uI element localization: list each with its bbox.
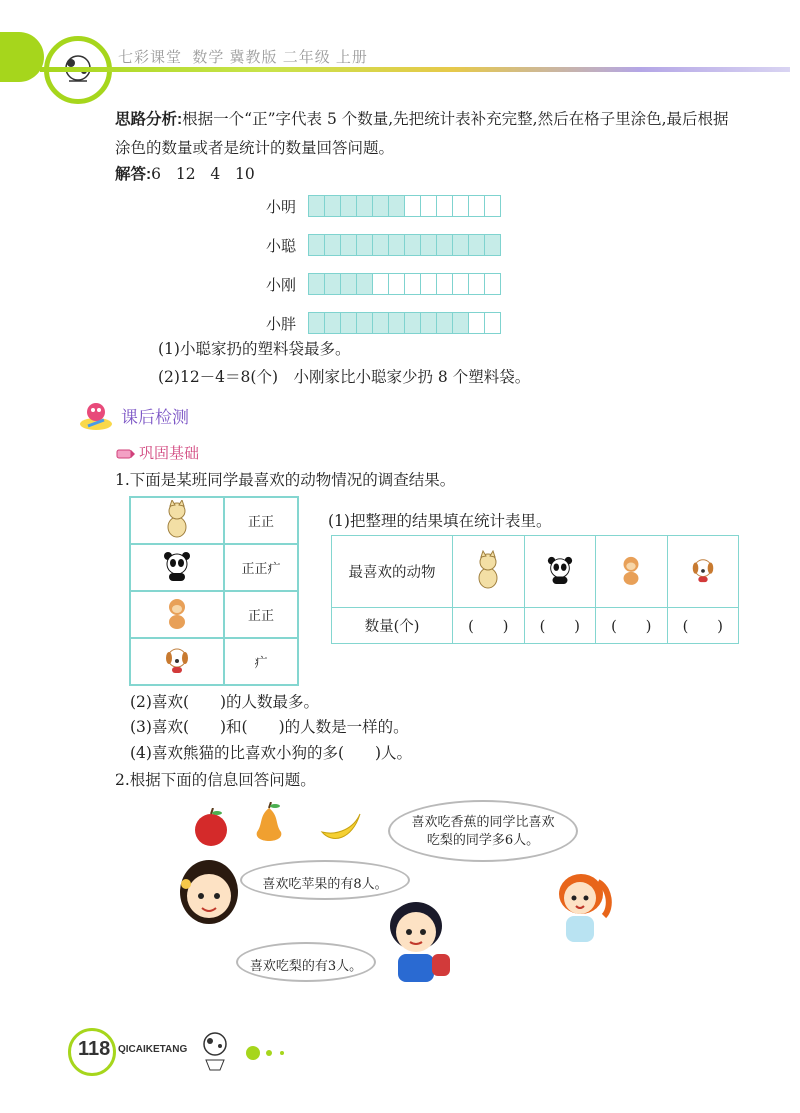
pencil-icon <box>115 446 135 465</box>
grid-cell-filled <box>452 234 469 256</box>
grid-cell-empty <box>436 195 453 217</box>
cat-icon <box>162 500 192 538</box>
tally-marks: 疒 <box>224 638 298 685</box>
grid-cell-filled <box>340 234 357 256</box>
grid-cell-filled <box>324 234 341 256</box>
analysis-paragraph <box>115 105 735 162</box>
monkey-icon <box>162 596 192 630</box>
sub-section-title: 巩固基础 <box>139 445 200 462</box>
apple-icon <box>191 808 231 848</box>
stats-animal-cell <box>667 536 739 608</box>
header-tab <box>0 32 44 82</box>
bar-row-cells <box>308 195 500 217</box>
grid-cell-filled <box>356 195 373 217</box>
grid-cell-filled <box>420 234 437 256</box>
answer-blank[interactable]: ( ) <box>524 608 596 644</box>
worm-mascot-icon <box>78 398 114 432</box>
grid-cell-filled <box>308 234 325 256</box>
grid-cell-filled <box>484 234 501 256</box>
grid-cell-filled <box>388 312 405 334</box>
grid-cell-filled <box>420 312 437 334</box>
analysis-label: 思路分析: <box>115 111 183 128</box>
grid-cell-empty <box>468 312 485 334</box>
header-title: 七彩课堂 数学 冀教版 二年级 上册 <box>118 49 368 66</box>
speech-bubble: 喜欢吃梨的有3人。 <box>236 942 376 982</box>
grid-cell-empty <box>420 195 437 217</box>
monkey-icon <box>617 554 645 586</box>
mascot-icon <box>196 1028 234 1072</box>
grid-cell-filled <box>404 312 421 334</box>
question-1-sub1: (1)把整理的结果填在统计表里。 <box>328 512 552 530</box>
bar-row-label: 小胖 <box>266 314 297 333</box>
grid-cell-filled <box>308 273 325 295</box>
grid-cell-empty <box>420 273 437 295</box>
girl-icon <box>178 856 240 936</box>
grid-cell-filled <box>404 234 421 256</box>
header-rule <box>40 67 790 72</box>
stats-header-count: 数量(个) <box>332 608 453 644</box>
bar-row <box>266 272 500 296</box>
grid-cell-filled <box>308 195 325 217</box>
bar-grid-chart <box>266 194 500 335</box>
grid-cell-empty <box>484 273 501 295</box>
bar-row <box>266 233 500 257</box>
stats-table <box>331 535 739 644</box>
stats-animal-cell <box>596 536 668 608</box>
grid-cell-filled <box>372 234 389 256</box>
grid-cell-filled <box>468 234 485 256</box>
grid-cell-filled <box>452 312 469 334</box>
grid-cell-filled <box>372 195 389 217</box>
grid-cell-filled <box>324 195 341 217</box>
stats-row-animals <box>332 536 739 608</box>
answer-value: 12 <box>175 165 196 183</box>
bar-row <box>266 194 500 218</box>
tally-marks: 正正疒 <box>224 544 298 591</box>
panda-icon <box>162 550 192 582</box>
footer-dot <box>266 1050 272 1056</box>
grid-cell-empty <box>436 273 453 295</box>
conclusion-2: (2)12－4＝8(个) 小刚家比小聪家少扔 8 个塑料袋。 <box>158 368 531 386</box>
footer-dot <box>280 1051 284 1055</box>
bar-row-label: 小明 <box>266 197 297 216</box>
speech-bubble: 喜欢吃香蕉的同学比喜欢吃梨的同学多6人。 <box>388 800 578 862</box>
grid-cell-empty <box>404 195 421 217</box>
tally-animal-cell <box>130 591 224 638</box>
grid-cell-filled <box>356 312 373 334</box>
grid-cell-filled <box>340 312 357 334</box>
grid-cell-filled <box>436 312 453 334</box>
answer-value: 4 <box>210 165 221 183</box>
footer-brand: QICAIKETANG <box>118 1044 188 1055</box>
footer-dot <box>246 1046 260 1060</box>
answer-line <box>115 160 255 189</box>
stats-header-animal: 最喜欢的动物 <box>332 536 453 608</box>
stats-animal-cell <box>524 536 596 608</box>
grid-cell-filled <box>340 273 357 295</box>
question-1-title: 1.下面是某班同学最喜欢的动物情况的调查结果。 <box>115 471 456 489</box>
dog-icon <box>162 645 192 675</box>
grid-cell-filled <box>340 195 357 217</box>
bar-row-label: 小刚 <box>266 275 297 294</box>
grid-cell-empty <box>372 273 389 295</box>
conclusion-1: (1)小聪家扔的塑料袋最多。 <box>158 340 351 358</box>
bar-row <box>266 311 500 335</box>
scene-illustration <box>178 800 620 985</box>
grid-cell-filled <box>436 234 453 256</box>
grid-cell-filled <box>356 273 373 295</box>
answer-blank[interactable]: ( ) <box>453 608 525 644</box>
grid-cell-filled <box>356 234 373 256</box>
banana-icon <box>318 810 364 844</box>
tally-table <box>129 496 299 686</box>
bar-row-label: 小聪 <box>266 236 297 255</box>
question-1-sub2: (2)喜欢( )的人数最多。 <box>130 693 320 711</box>
boy-icon <box>380 896 452 982</box>
tally-row <box>130 591 298 638</box>
cat-icon <box>473 550 503 590</box>
grid-cell-filled <box>388 195 405 217</box>
grid-cell-filled <box>388 234 405 256</box>
panda-icon <box>546 555 574 585</box>
red-haired-girl-icon <box>548 864 614 944</box>
grid-cell-filled <box>372 312 389 334</box>
tally-animal-cell <box>130 497 224 544</box>
analysis-text: 根据一个“正”字代表 5 个数量,先把统计表补充完整,然后在格子里涂色,最后根据涂色的数量或者是统计的数量回答问题。 <box>115 110 729 157</box>
grid-cell-empty <box>468 273 485 295</box>
grid-cell-empty <box>388 273 405 295</box>
tally-animal-cell <box>130 544 224 591</box>
answer-label: 解答: <box>115 166 152 183</box>
speech-bubble: 喜欢吃苹果的有8人。 <box>240 860 410 900</box>
page-number: 118 <box>78 1038 111 1060</box>
tally-row <box>130 497 298 544</box>
tally-row <box>130 638 298 685</box>
question-1-sub4: (4)喜欢熊猫的比喜欢小狗的多( )人。 <box>130 744 413 762</box>
grid-cell-empty <box>468 195 485 217</box>
grid-cell-empty <box>452 273 469 295</box>
grid-cell-empty <box>484 312 501 334</box>
answer-value: 10 <box>235 165 255 183</box>
grid-cell-filled <box>308 312 325 334</box>
bar-row-cells <box>308 234 500 256</box>
bar-row-cells <box>308 312 500 334</box>
question-2-title: 2.根据下面的信息回答问题。 <box>115 771 316 789</box>
grid-cell-empty <box>452 195 469 217</box>
answer-blank[interactable]: ( ) <box>667 608 739 644</box>
grid-cell-empty <box>484 195 501 217</box>
section-title: 课后检测 <box>121 408 189 427</box>
answer-blank[interactable]: ( ) <box>596 608 668 644</box>
question-1-sub3: (3)喜欢( )和( )的人数是一样的。 <box>130 718 409 736</box>
dog-icon <box>689 556 717 584</box>
grid-cell-empty <box>404 273 421 295</box>
grid-cell-filled <box>324 273 341 295</box>
tally-marks: 正正 <box>224 497 298 544</box>
pear-icon <box>249 802 289 848</box>
stats-animal-cell <box>453 536 525 608</box>
section-icon <box>78 398 114 436</box>
stats-row-count <box>332 608 739 644</box>
grid-cell-filled <box>324 312 341 334</box>
tally-animal-cell <box>130 638 224 685</box>
answer-value: 6 <box>151 165 162 183</box>
tally-row <box>130 544 298 591</box>
bar-row-cells <box>308 273 500 295</box>
tally-marks: 正正 <box>224 591 298 638</box>
